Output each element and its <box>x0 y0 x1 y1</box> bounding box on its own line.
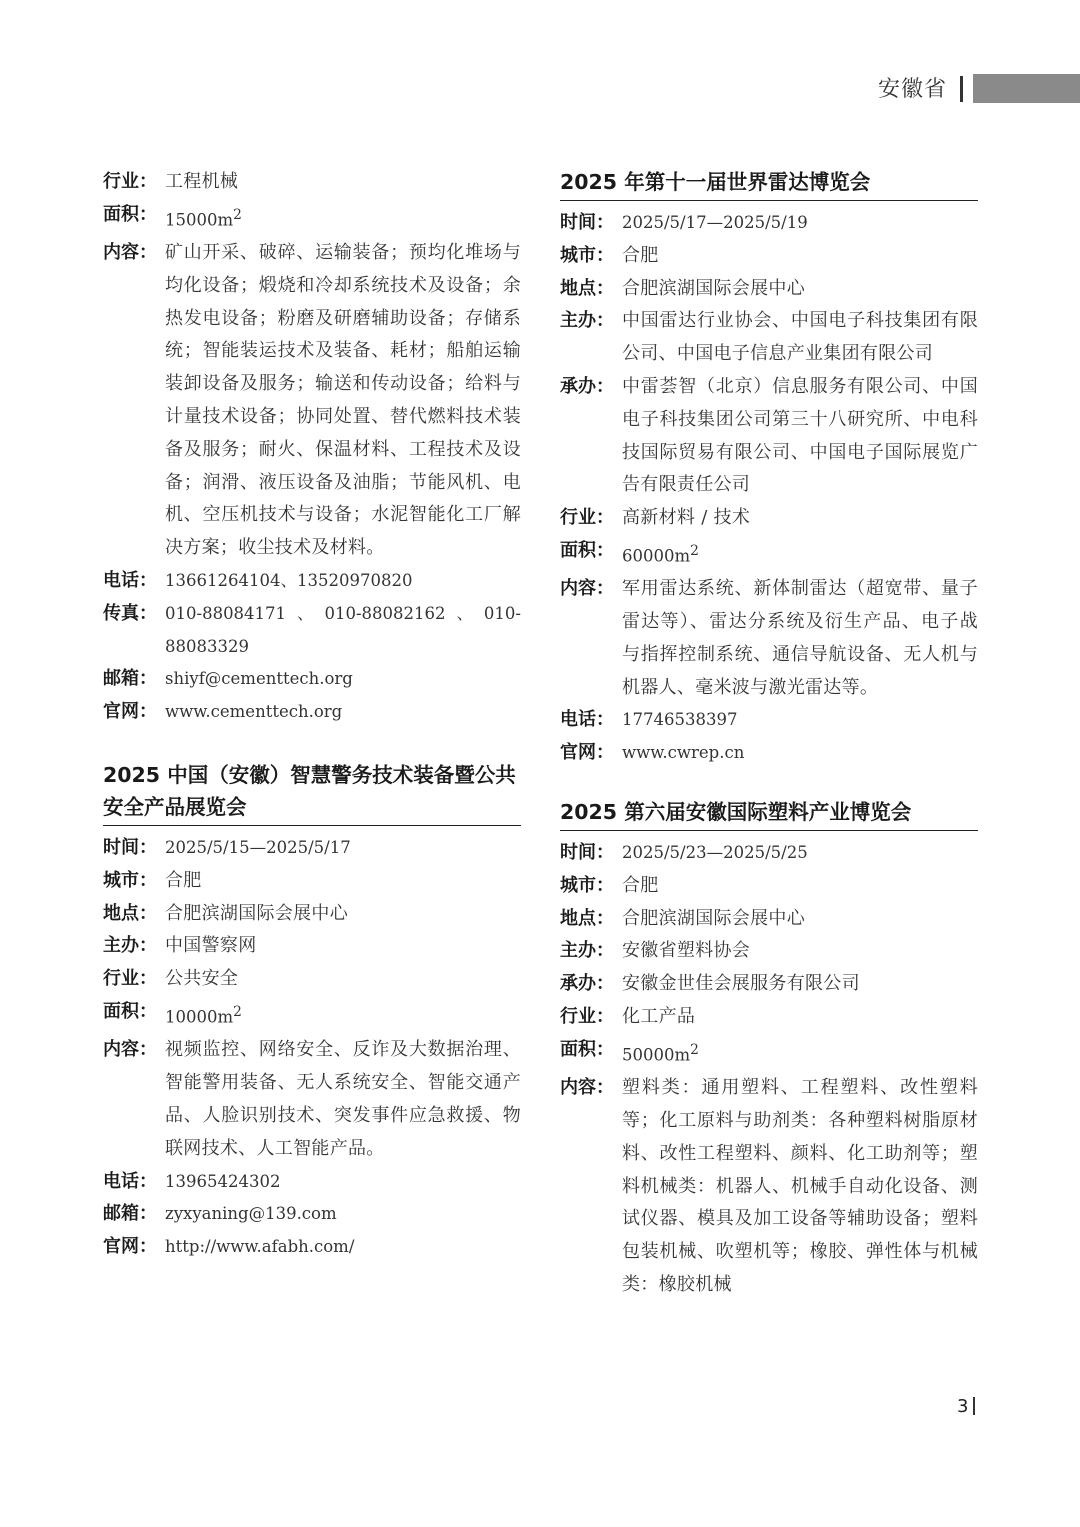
city-value: 合肥 <box>165 869 202 891</box>
phone-row <box>560 704 978 737</box>
venue-row <box>560 273 978 306</box>
phone-value: 17746538397 <box>622 710 738 730</box>
field-label: 内容： <box>103 1039 157 1061</box>
field-label: 官网： <box>103 1236 157 1258</box>
expo-title: 2025 第六届安徽国际塑料产业博览会 <box>560 796 978 831</box>
time-value: 2025/5/17—2025/5/19 <box>622 213 808 232</box>
field-label: 承办： <box>560 375 614 397</box>
undertaker-row <box>560 371 978 502</box>
organizer-value: 中国警察网 <box>165 935 257 957</box>
field-label: 电话： <box>103 570 157 592</box>
header-divider <box>960 76 963 102</box>
venue-row <box>103 898 521 931</box>
field-label: 面积： <box>103 203 157 225</box>
expo-title: 2025 年第十一届世界雷达博览会 <box>560 166 978 201</box>
field-label: 传真： <box>103 602 157 624</box>
field-label: 时间： <box>560 212 614 233</box>
website-row <box>103 696 521 729</box>
field-label: 内容： <box>103 242 157 264</box>
organizer-value: 中国雷达行业协会、中国电子科技集团有限公司、中国电子信息产业集团有限公司 <box>622 310 978 365</box>
industry-value: 公共安全 <box>165 968 239 990</box>
city-value: 合肥 <box>622 244 659 266</box>
field-label: 官网： <box>560 742 614 764</box>
undertaker-value: 中雷荟智（北京）信息服务有限公司、中国电子科技集团公司第三十八研究所、中电科技国际贸易有限公司、中国电子国际展览广告有限责任公司 <box>622 375 978 496</box>
industry-row <box>103 166 521 199</box>
city-row <box>560 870 978 903</box>
field-label: 面积： <box>103 1001 157 1023</box>
continued-listing <box>103 166 521 729</box>
field-label: 电话： <box>103 1170 157 1192</box>
phone-row <box>103 1166 521 1199</box>
website-value[interactable]: www.cwrep.cn <box>622 743 745 763</box>
website-value[interactable]: www.cementtech.org <box>165 702 343 722</box>
venue-value: 合肥滨湖国际会展中心 <box>622 277 805 299</box>
area-value: $10000m^2$ <box>165 1004 242 1027</box>
field-label: 城市： <box>103 869 157 891</box>
industry-row <box>103 963 521 996</box>
field-label: 地点： <box>103 902 157 924</box>
industry-value: 工程机械 <box>165 171 239 192</box>
field-label: 时间： <box>103 837 157 859</box>
organizer-row <box>560 305 978 371</box>
right-column <box>560 166 978 1302</box>
expo-title: 2025 中国（安徽）智慧警务技术装备暨公共安全产品展览会 <box>103 759 521 826</box>
field-label: 电话： <box>560 709 614 731</box>
email-value[interactable]: shiyf@cementtech.org <box>165 669 353 689</box>
industry-value: 高新材料 / 技术 <box>622 507 751 529</box>
content-row <box>560 1072 978 1302</box>
venue-row <box>560 903 978 936</box>
website-value[interactable]: http://www.afabh.com/ <box>165 1237 355 1257</box>
field-label: 面积： <box>560 539 614 561</box>
time-value: 2025/5/23—2025/5/25 <box>622 843 808 863</box>
content-row <box>103 1034 521 1165</box>
header-bar <box>973 74 1080 103</box>
organizer-value: 安徽省塑料协会 <box>622 940 751 962</box>
field-label: 主办： <box>560 940 614 962</box>
field-label: 时间： <box>560 842 614 864</box>
field-label: 内容： <box>560 578 614 600</box>
venue-value: 合肥滨湖国际会展中心 <box>165 902 348 924</box>
field-label: 官网： <box>103 701 157 723</box>
field-label: 承办： <box>560 973 614 995</box>
phone-value: 13661264104、13520970820 <box>165 571 413 591</box>
expo-listing <box>560 166 978 770</box>
area-row <box>103 996 521 1034</box>
expo-listing <box>103 759 521 1264</box>
email-row <box>103 1198 521 1231</box>
city-row <box>560 240 978 273</box>
email-row <box>103 663 521 696</box>
content-value: 军用雷达系统、新体制雷达（超宽带、量子雷达等）、雷达分系统及衍生产品、电子战与指挥控制系统、通信导航设备、无人机与机器人、毫米波与激光雷达等。 <box>622 578 978 698</box>
area-row <box>103 199 521 237</box>
time-value: 2025/5/15—2025/5/17 <box>165 838 351 858</box>
field-label: 行业： <box>560 507 614 529</box>
industry-value: 化工产品 <box>622 1006 696 1028</box>
area-value: $60000m^2$ <box>622 542 699 566</box>
organizer-row <box>560 935 978 968</box>
field-label: 城市： <box>560 874 614 896</box>
left-column <box>103 166 521 1264</box>
fax-value: 010-88084171、010-88082162、010-88083329 <box>165 603 521 656</box>
content-value: 塑料类：通用塑料、工程塑料、改性塑料等；化工原料与助剂类：各种塑料树脂原材料、改性工程塑料、颜料、化工助剂等；塑料机械类：机器人、机械手自动化设备、测试仪器、模具及加工设备等辅助设备；塑料包装机械、吹塑机等；橡胶、弹性体与机械类：橡胶机械 <box>622 1077 978 1295</box>
content-row <box>103 237 521 565</box>
venue-value: 合肥滨湖国际会展中心 <box>622 907 805 929</box>
field-label: 主办： <box>103 935 157 957</box>
field-label: 地点： <box>560 277 614 299</box>
field-label: 行业： <box>103 171 157 192</box>
city-row <box>103 865 521 898</box>
email-value[interactable]: zyxyaning@139.com <box>165 1204 337 1224</box>
area-row <box>560 535 978 573</box>
time-row <box>103 832 521 865</box>
area-row <box>560 1034 978 1072</box>
website-row <box>103 1231 521 1264</box>
undertaker-value: 安徽金世佳会展服务有限公司 <box>622 973 860 995</box>
field-label: 行业： <box>560 1006 614 1028</box>
field-label: 城市： <box>560 244 614 266</box>
province-heading: 安徽省 <box>878 77 948 102</box>
content-row <box>560 573 978 704</box>
content-value: 视频监控、网络安全、反诈及大数据治理、智能警用装备、无人系统安全、智能交通产品、人脸识别技术、突发事件应急救援、物联网技术、人工智能产品。 <box>165 1039 521 1159</box>
field-label: 邮箱： <box>103 1203 157 1225</box>
area-value: $15000m^2$ <box>165 206 242 230</box>
field-label: 行业： <box>103 968 157 990</box>
undertaker-row <box>560 968 978 1001</box>
industry-row <box>560 1001 978 1034</box>
city-value: 合肥 <box>622 874 659 896</box>
page-number-divider <box>973 1397 975 1415</box>
page-number: 3 <box>957 1396 969 1417</box>
field-label: 邮箱： <box>103 668 157 690</box>
website-row <box>560 737 978 770</box>
expo-listing <box>560 796 978 1302</box>
field-label: 面积： <box>560 1038 614 1060</box>
field-label: 内容： <box>560 1077 614 1099</box>
area-value: $50000m^2$ <box>622 1041 699 1065</box>
field-label: 主办： <box>560 310 614 332</box>
organizer-row <box>103 930 521 963</box>
fax-row <box>103 598 521 664</box>
content-value: 矿山开采、破碎、运输装备；预均化堆场与均化设备；煅烧和冷却系统技术及设备；余热发电设备；粉磨及研磨辅助设备；存储系统；智能装运技术及装备、耗材；船舶运输装卸设备及服务；输送和传动设备；给料与计量技术设备；协同处置、替代燃料技术装备及服务；耐火、保温材料、工程技术及设备；润滑、液压设备及油脂；节能风机、电机、空压机技术与设备；水泥智能化工厂解决方案；收尘技术及材料。 <box>165 242 521 559</box>
time-row <box>560 837 978 870</box>
field-label: 地点： <box>560 907 614 929</box>
industry-row <box>560 502 978 535</box>
time-row <box>560 207 978 240</box>
phone-value: 13965424302 <box>165 1171 281 1191</box>
phone-row <box>103 565 521 598</box>
